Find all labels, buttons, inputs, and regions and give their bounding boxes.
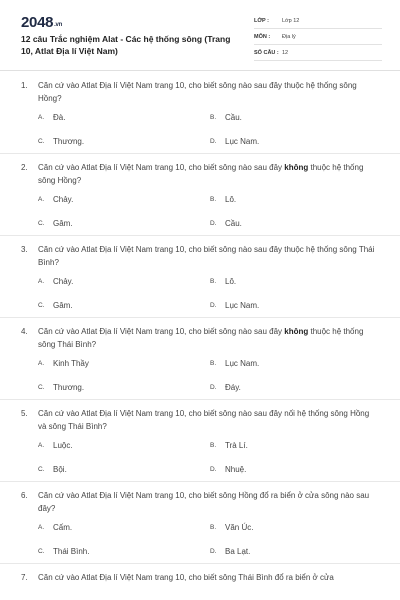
option-letter: B. bbox=[210, 113, 217, 121]
question-divider bbox=[0, 481, 400, 482]
option-letter: D. bbox=[210, 137, 217, 145]
meta-label: LỚP : bbox=[254, 18, 269, 24]
question-text bbox=[38, 407, 378, 433]
option-letter: A. bbox=[38, 441, 45, 449]
question-header bbox=[0, 243, 400, 269]
option-text: Đáy. bbox=[225, 382, 241, 392]
option-letter: A. bbox=[38, 523, 45, 531]
answer-option[interactable] bbox=[38, 515, 210, 539]
question-item bbox=[0, 79, 400, 154]
option-letter: C. bbox=[38, 547, 45, 555]
answer-option[interactable] bbox=[210, 375, 382, 399]
question-number: 5. bbox=[21, 409, 28, 418]
option-text: Lục Nam. bbox=[225, 136, 260, 146]
answer-option[interactable] bbox=[210, 457, 382, 481]
question-emphasis: không bbox=[284, 163, 309, 172]
option-letter: D. bbox=[210, 219, 217, 227]
question-text bbox=[38, 161, 378, 187]
logo-text: 2048 bbox=[21, 14, 54, 31]
answer-option[interactable] bbox=[38, 375, 210, 399]
option-text: Gâm. bbox=[53, 218, 73, 228]
option-text: Cấm. bbox=[53, 522, 73, 532]
answer-option[interactable] bbox=[38, 433, 210, 457]
question-text-part: Căn cứ vào Atlat Địa lí Việt Nam trang 10, cho biết sông nào sau đây thuộc hệ thống sông Thái Bình? bbox=[38, 245, 375, 267]
question-header bbox=[0, 407, 400, 433]
option-letter: B. bbox=[210, 441, 217, 449]
question-divider bbox=[0, 153, 400, 154]
answer-options bbox=[0, 515, 400, 563]
question-list bbox=[0, 79, 400, 584]
question-divider bbox=[0, 317, 400, 318]
answer-options bbox=[0, 105, 400, 153]
option-text: Lục Nam. bbox=[225, 300, 260, 310]
answer-option[interactable] bbox=[210, 211, 382, 235]
option-letter: B. bbox=[210, 277, 217, 285]
question-header bbox=[0, 325, 400, 351]
question-emphasis: không bbox=[284, 327, 309, 336]
option-text: Lô. bbox=[225, 194, 237, 204]
answer-options bbox=[0, 433, 400, 481]
answer-option[interactable] bbox=[38, 211, 210, 235]
question-text-part: Căn cứ vào Atlat Địa lí Việt Nam trang 10, cho biết sông Hồng đổ ra biển ở cửa sông nào sau đây? bbox=[38, 491, 370, 513]
answer-option[interactable] bbox=[38, 269, 210, 293]
answer-option[interactable] bbox=[210, 187, 382, 211]
meta-row-grade bbox=[254, 14, 382, 29]
option-letter: C. bbox=[38, 137, 45, 145]
document-meta bbox=[254, 14, 382, 62]
option-letter: B. bbox=[210, 359, 217, 367]
option-letter: D. bbox=[210, 383, 217, 391]
option-letter: A. bbox=[38, 277, 45, 285]
question-text-part: Căn cứ vào Atlat Địa lí Việt Nam trang 10, cho biết sông nào sau đây bbox=[38, 327, 285, 336]
question-text bbox=[38, 243, 378, 269]
question-item bbox=[0, 161, 400, 236]
option-text: Nhuệ. bbox=[225, 464, 247, 474]
answer-options bbox=[0, 269, 400, 317]
question-header bbox=[0, 571, 400, 584]
question-header bbox=[0, 161, 400, 187]
option-text: Luộc. bbox=[53, 440, 73, 450]
question-text-part: thuộc hệ thống sông Thái Bình? bbox=[38, 327, 364, 349]
question-text-part: Căn cứ vào Atlat Địa lí Việt Nam trang 10, cho biết sông nào sau đây bbox=[38, 163, 285, 172]
option-text: Văn Úc. bbox=[225, 522, 254, 532]
logo-suffix: .vn bbox=[54, 22, 62, 28]
option-text: Cầu. bbox=[225, 112, 242, 122]
answer-option[interactable] bbox=[38, 129, 210, 153]
question-text-part: Căn cứ vào Atlat Địa lí Việt Nam trang 10, cho biết sông nào sau đây nối hệ thống sông Hồng và sông Thái Bình? bbox=[38, 409, 370, 431]
answer-options bbox=[0, 187, 400, 235]
question-number: 1. bbox=[21, 81, 28, 90]
question-number: 7. bbox=[21, 573, 28, 582]
question-item bbox=[0, 571, 400, 584]
answer-option[interactable] bbox=[210, 105, 382, 129]
meta-value: 12 bbox=[282, 50, 289, 56]
option-text: Thương. bbox=[53, 382, 85, 392]
option-text: Đà. bbox=[53, 112, 66, 122]
answer-option[interactable] bbox=[210, 433, 382, 457]
answer-option[interactable] bbox=[38, 539, 210, 563]
option-text: Chảy. bbox=[53, 276, 74, 286]
site-logo[interactable] bbox=[21, 14, 62, 31]
answer-option[interactable] bbox=[210, 539, 382, 563]
question-header bbox=[0, 79, 400, 105]
option-letter: C. bbox=[38, 465, 45, 473]
question-number: 4. bbox=[21, 327, 28, 336]
question-number: 6. bbox=[21, 491, 28, 500]
meta-value: Địa lý bbox=[282, 34, 296, 40]
answer-options bbox=[0, 351, 400, 399]
option-text: Cầu. bbox=[225, 218, 242, 228]
option-text: Thương. bbox=[53, 136, 85, 146]
answer-option[interactable] bbox=[210, 515, 382, 539]
answer-option[interactable] bbox=[210, 129, 382, 153]
question-text-part: Căn cứ vào Atlat Địa lí Việt Nam trang 10, cho biết sông Thái Bình đổ ra biển ở cửa bbox=[38, 573, 334, 582]
meta-row-count bbox=[254, 46, 382, 61]
answer-option[interactable] bbox=[210, 293, 382, 317]
question-number: 3. bbox=[21, 245, 28, 254]
option-letter: A. bbox=[38, 113, 45, 121]
question-item bbox=[0, 243, 400, 318]
option-letter: D. bbox=[210, 465, 217, 473]
option-text: Bội. bbox=[53, 464, 67, 474]
question-text bbox=[38, 571, 378, 584]
option-text: Gâm. bbox=[53, 300, 73, 310]
option-letter: D. bbox=[210, 547, 217, 555]
question-number: 2. bbox=[21, 163, 28, 172]
question-divider bbox=[0, 235, 400, 236]
question-item bbox=[0, 407, 400, 482]
meta-row-subject bbox=[254, 30, 382, 45]
question-text bbox=[38, 325, 378, 351]
question-text-part: thuộc hệ thống sông Hồng? bbox=[38, 163, 364, 185]
option-letter: B. bbox=[210, 523, 217, 531]
answer-option[interactable] bbox=[38, 187, 210, 211]
question-divider bbox=[0, 563, 400, 564]
option-letter: B. bbox=[210, 195, 217, 203]
option-letter: C. bbox=[38, 219, 45, 227]
option-letter: D. bbox=[210, 301, 217, 309]
option-letter: C. bbox=[38, 383, 45, 391]
question-item bbox=[0, 325, 400, 400]
meta-label: MÔN : bbox=[254, 34, 271, 40]
document-header bbox=[0, 0, 400, 76]
answer-option[interactable] bbox=[38, 351, 210, 375]
answer-option[interactable] bbox=[210, 351, 382, 375]
document-title: 12 câu Trắc nghiệm Alat - Các hệ thống sông (Trang 10, Atlat Địa lí Việt Nam) bbox=[21, 34, 231, 56]
meta-value: Lớp 12 bbox=[282, 18, 300, 24]
option-text: Kinh Thầy bbox=[53, 358, 89, 368]
option-letter: A. bbox=[38, 195, 45, 203]
answer-option[interactable] bbox=[38, 457, 210, 481]
header-divider bbox=[0, 70, 400, 71]
option-text: Ba Lạt. bbox=[225, 546, 251, 556]
option-text: Chảy. bbox=[53, 194, 74, 204]
answer-option[interactable] bbox=[38, 105, 210, 129]
answer-option[interactable] bbox=[38, 293, 210, 317]
question-text bbox=[38, 79, 378, 105]
question-text bbox=[38, 489, 378, 515]
option-letter: A. bbox=[38, 359, 45, 367]
question-header bbox=[0, 489, 400, 515]
answer-option[interactable] bbox=[210, 269, 382, 293]
question-item bbox=[0, 489, 400, 564]
option-letter: C. bbox=[38, 301, 45, 309]
question-divider bbox=[0, 399, 400, 400]
meta-label: SỐ CÂU : bbox=[254, 50, 279, 56]
option-text: Thái Bình. bbox=[53, 546, 90, 556]
option-text: Lục Nam. bbox=[225, 358, 260, 368]
question-text-part: Căn cứ vào Atlat Địa lí Việt Nam trang 10, cho biết sông nào sau đây thuộc hệ thống sông Hồng? bbox=[38, 81, 357, 103]
option-text: Lô. bbox=[225, 276, 237, 286]
option-text: Trà Lí. bbox=[225, 440, 248, 450]
